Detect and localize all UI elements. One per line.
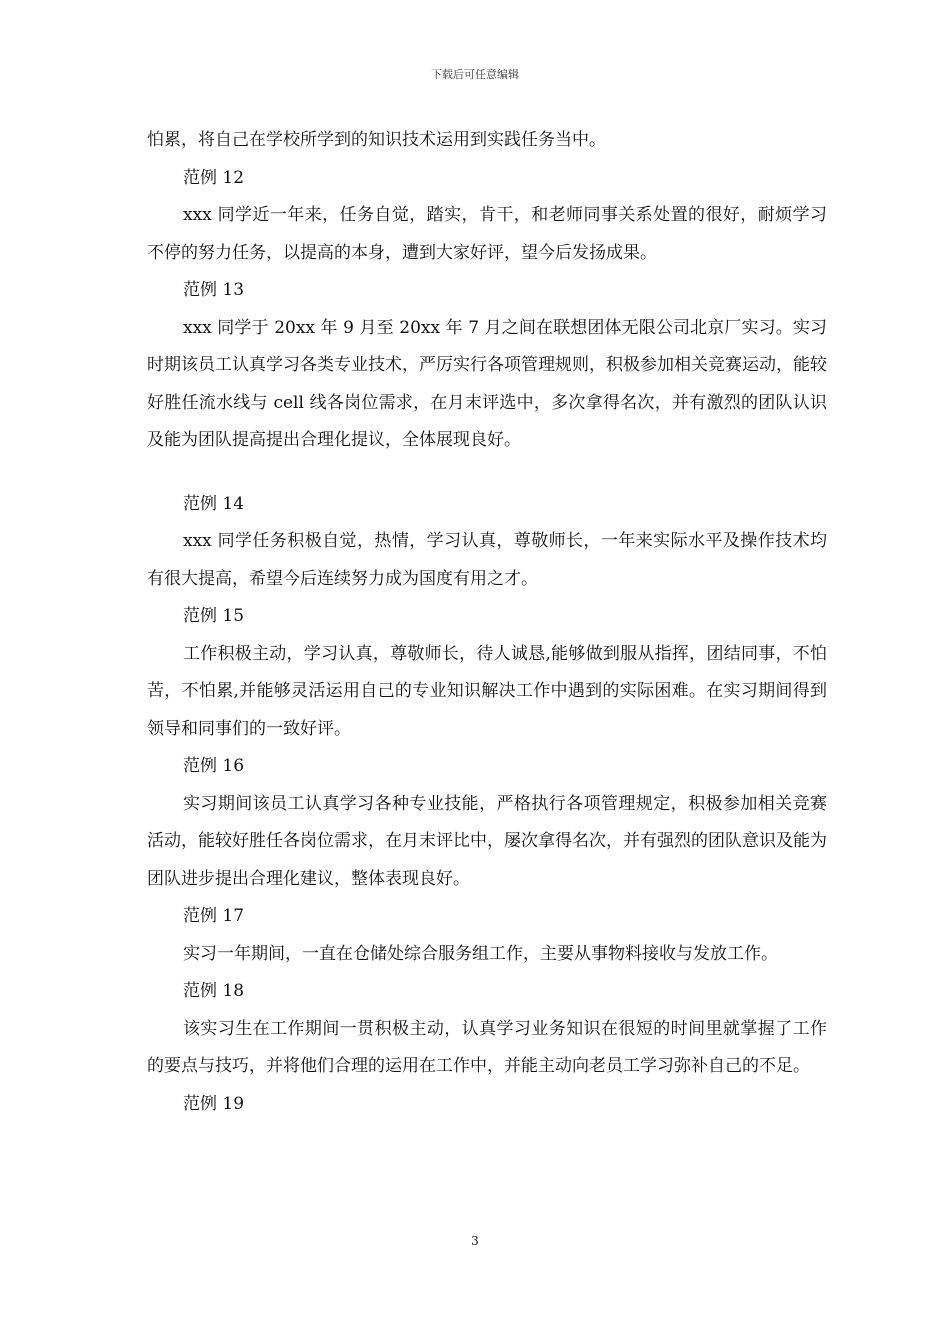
example-text-13: xxx 同学于 20xx 年 9 月至 20xx 年 7 月之间在联想团体无限公司北京厂实习。实习时期该员工认真学习各类专业技术，严厉实行各项管理规则，积极参加相关竞赛运动，能较好胜任流水线与 cell 线各岗位需求，在月末评选中，多次拿得名次，并有激烈的团队认识及能为团队提高提出合理化提议，全体展现良好。 bbox=[147, 317, 827, 450]
paragraph-gap bbox=[147, 460, 827, 486]
example-heading-15: 范例 15 bbox=[183, 606, 245, 626]
example-heading-16: 范例 16 bbox=[183, 756, 245, 776]
example-text-17: 实习一年期间，一直在仓储处综合服务组工作，主要从事物料接收与发放工作。 bbox=[183, 943, 778, 964]
example-heading-18: 范例 18 bbox=[183, 981, 245, 1001]
example-heading-12: 范例 12 bbox=[183, 167, 245, 188]
example-text-15: 工作积极主动，学习认真，尊敬师长，待人诚恳,能够做到服从指挥，团结同事，不怕苦，不怕累,并能够灵活运用自己的专业知识解决工作中遇到的实际困难。在实习期间得到领导和同事们的一致好评。 bbox=[147, 643, 827, 739]
document-body bbox=[147, 122, 827, 1123]
example-heading-19: 范例 19 bbox=[183, 1093, 245, 1114]
example-text-14: xxx 同学任务积极自觉，热情，学习认真，尊敬师长，一年来实际水平及操作技术均有很大提高，希望今后连续努力成为国度有用之才。 bbox=[147, 531, 827, 589]
page-number: 3 bbox=[471, 1234, 479, 1248]
example-text-12: xxx 同学近一年来，任务自觉，踏实，肯干，和老师同事关系处置的很好，耐烦学习不停的努力任务，以提高的本身，遭到大家好评，望今后发扬成果。 bbox=[147, 205, 827, 263]
page-header: 下载后可任意编辑 bbox=[431, 68, 519, 81]
example-heading-17: 范例 17 bbox=[183, 906, 245, 926]
example-text-18: 该实习生在工作期间一贯积极主动，认真学习业务知识在很短的时间里就掌握了工作的要点与技巧，并将他们合理的运用在工作中，并能主动向老员工学习弥补自己的不足。 bbox=[147, 1018, 827, 1076]
example-heading-14: 范例 14 bbox=[183, 493, 245, 514]
example-text-16: 实习期间该员工认真学习各种专业技能，严格执行各项管理规定，积极参加相关竞赛活动，能较好胜任各岗位需求，在月末评比中，屡次拿得名次，并有强烈的团队意识及能为团队进步提出合理化建议，整体表现良好。 bbox=[147, 793, 827, 889]
paragraph-continuation: 怕累，将自己在学校所学到的知识技术运用到实践任务当中。 bbox=[147, 130, 606, 150]
example-heading-13: 范例 13 bbox=[183, 280, 245, 300]
